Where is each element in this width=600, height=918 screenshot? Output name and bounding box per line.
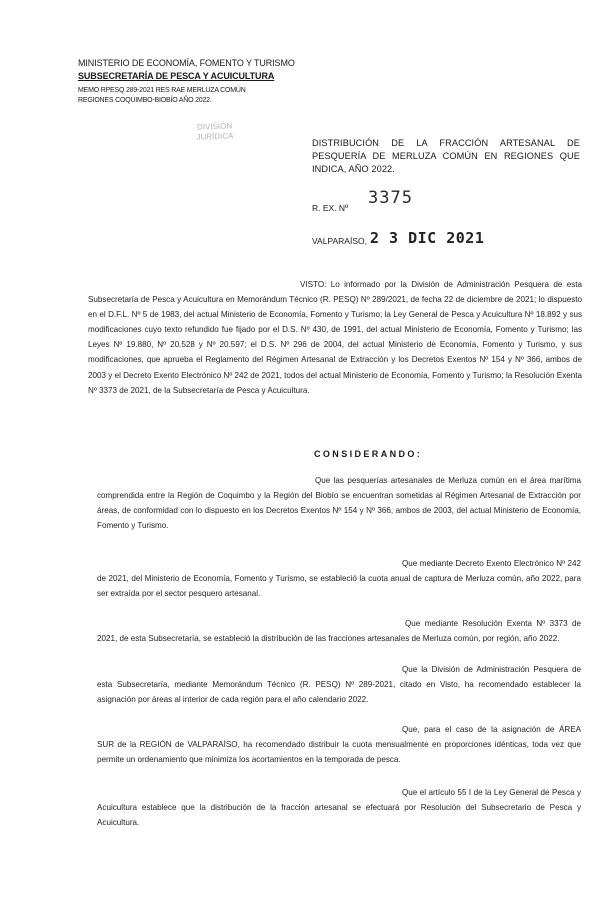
resolution-number: 3375 xyxy=(368,188,413,208)
memo-reference-line-2: REGIONES COQUIMBO-BIOBÍO AÑO 2022. xyxy=(78,97,212,104)
stamp-line-2: JURÍDICA xyxy=(196,131,234,142)
resolution-date: 2 3 DIC 2021 xyxy=(370,229,485,247)
considerando-1: Que las pesquerías artesanales de Merluza común en el área marítima comprendida entre la Región de Coquimbo y la Región del Biobío se encuentran sometidas al Régimen Artesanal de Extracción por áreas, de conformidad con lo dispuesto en los Decretos Exentos Nº 154 y Nº 366, ambos de 2003, del actual Ministerio de Economía, Fomento y Turismo. xyxy=(97,476,581,531)
considerando-4: Que la División de Administración Pesquera de esta Subsecretaría, mediante Memorándum Técnico (R. PESQ) Nº 289-2021, citado en Visto, ha recomendado establecer la asignación por áreas al interior de cada región para el año calendario 2022. xyxy=(97,665,581,705)
resolution-label: R. EX. Nº xyxy=(312,203,349,213)
division-stamp xyxy=(179,121,250,153)
stamp-line-1: DIVISIÓN xyxy=(196,121,233,132)
considerando-6: Que el artículo 55 I de la Ley General de Pesca y Acuicultura establece que la distribución de la fracción artesanal se efectuará por Resolución del Subsecretario de Pesca y Acuicultura. xyxy=(97,788,581,828)
considerando-3: Que mediante Resolución Exenta Nº 3373 de 2021, de esta Subsecretaría, se estableció la distribución de las fracciones artesanales de Merluza común, por región, año 2022. xyxy=(97,619,581,644)
considerando-heading: CONSIDERANDO: xyxy=(314,449,423,459)
place-label: VALPARAÍSO, xyxy=(312,236,367,246)
considerando-5: Que, para el caso de la asignación de ÁREA SUR de la REGIÓN de VALPARAÍSO, ha recomendado distribuir la cuota mensualmente en proporciones idénticas, toda vez que permite un ordenamiento que minimiza los acortamientos en la temporada de pesca. xyxy=(97,725,581,765)
memo-reference-line-1: MEMO RPESQ 289-2021 RES RAE MERLUZA COMÚN xyxy=(78,87,246,94)
subsecretaria-name: SUBSECRETARÍA DE PESCA Y ACUICULTURA xyxy=(78,71,275,81)
considerando-2: Que mediante Decreto Exento Electrónico Nº 242 de 2021, del Ministerio de Economía, Fomento y Turismo, se estableció la cuota anual de captura de Merluza común, año 2022, para ser extraída por el sector pesquero artesanal. xyxy=(97,559,581,599)
visto-paragraph: VISTO: Lo informado por la División de Administración Pesquera de esta Subsecretaría de Pesca y Acuicultura en Memorándum Técnico (R. PESQ) Nº 289/2021, de fecha 22 de diciembre de 2021; lo dispuesto en el D.F.L. Nº 5 de 1983, del actual Ministerio de Economía, Fomento y Turismo; la Ley General de Pesca y Acuicultura Nº 18.892 y sus modificaciones cuyo texto refundido fue fijado por el D.S. Nº 430, de 1991, del actual Ministerio de Economía, Fomento y Turismo; las Leyes Nº 19.880, Nº 20.528 y Nº 20.597; el D.S. Nº 296 de 2004, del actual Ministerio de Economía, Fomento y Turismo, y sus modificaciones, que aprueba el Reglamento del Régimen Artesanal de Extracción y los Decretos Exentos Nº 154 y Nº 366, ambos de 2003 y el Decreto Exento Electrónico Nº 242 de 2021, todos del actual Ministerio de Economía, Fomento y Turismo; la Resolución Exenta Nº 3373 de 2021, de la Subsecretaría de Pesca y Acuicultura. xyxy=(88,280,582,395)
ministry-name: MINISTERIO DE ECONOMÍA, FOMENTO Y TURISMO xyxy=(78,58,295,68)
document-title: DISTRIBUCIÓN DE LA FRACCIÓN ARTESANAL DE PESQUERÍA DE MERLUZA COMÚN EN REGIONES QUE INDICA, AÑO 2022. xyxy=(312,138,580,174)
